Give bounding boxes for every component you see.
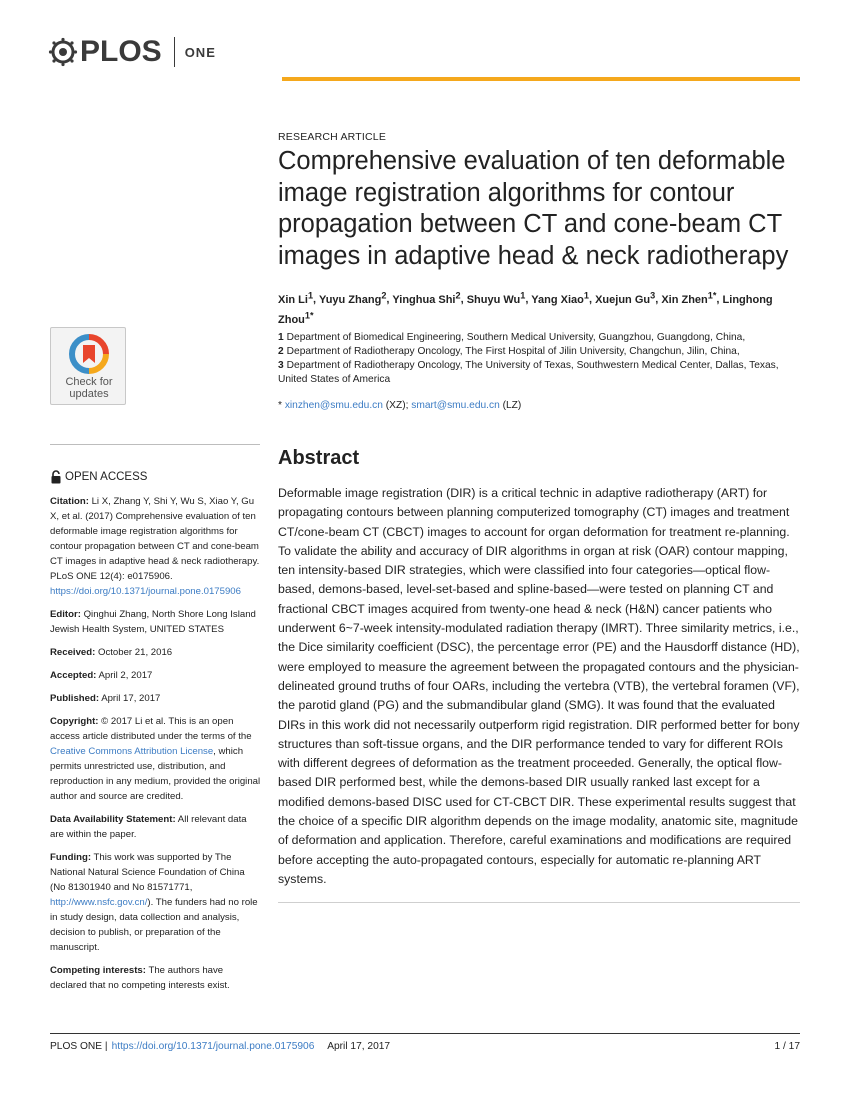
author-list: Xin Li$^1$, Yuyu Zhang$^2$, Yinghua Shi$^2$, Shuyu Wu$^1$, Yang Xiao$^1$, Xuejun Gu$^3$, Xin Zhen$^{1*}$, Linghong Zhou$^{1*}$	[278, 290, 773, 327]
funding-block	[50, 850, 262, 955]
email-note-2: (LZ)	[502, 400, 522, 411]
article-metadata-sidebar	[50, 494, 262, 1001]
crossmark-icon	[69, 334, 109, 374]
data-availability-label: Data Availability Statement:	[50, 814, 176, 825]
funding-text: This work was supported by The National Natural Science Foundation of China (No 81301940 and No 81571771,	[50, 852, 245, 893]
corr-mark: *	[278, 400, 282, 411]
copyright-text-end: , which permits unrestricted use, distribution, and reproduction in any medium, provided the original author and source are credited.	[50, 746, 261, 802]
abstract-heading: Abstract	[278, 447, 360, 469]
author-affiliation-sup: 1*	[304, 310, 314, 321]
published-block	[50, 691, 262, 706]
plos-logo-icon	[48, 37, 78, 67]
received-label: Received:	[50, 647, 96, 658]
journal-sub: ONE	[184, 44, 216, 60]
author-name: Linghong Zhou$^{1*}$	[278, 293, 773, 327]
accepted-block	[50, 668, 262, 683]
author-affiliation-sup: 1	[583, 290, 589, 300]
citation-text: Li X, Zhang Y, Shi Y, Wu S, Xiao Y, Gu X, et al. (2017) Comprehensive evaluation of ten deformable image registration algorithms for contour propagation between CT and cone-beam CT images in adaptive head & neck radiotherapy. PLoS ONE 12(4): e0175906.	[50, 496, 260, 582]
author-affiliation-sup: 1	[307, 290, 314, 300]
sidebar-divider	[50, 444, 260, 445]
accepted-date: April 2, 2017	[98, 670, 153, 681]
author-name: Yinghua Shi$^2$	[392, 290, 461, 306]
author-name: Shuyu Wu$^1$	[466, 290, 526, 306]
editor-text: Qinghui Zhang, North Shore Long Island Jewish Health System, UNITED STATES	[50, 609, 256, 635]
affiliation-item: 1 Department of Biomedical Engineering, Southern Medical University, Guangzhou, Guangdong, China,	[278, 332, 746, 343]
affiliations	[278, 331, 803, 387]
footer-divider	[50, 1033, 800, 1034]
article-title: Comprehensive evaluation of ten deformable image registration algorithms for contour propagation between CT and cone-beam CT images in adaptive head & neck radiotherapy	[278, 147, 789, 270]
competing-interests-block	[50, 963, 262, 993]
footer-date: April 17, 2017	[327, 1041, 391, 1052]
footer-journal: PLOS ONE |	[50, 1041, 108, 1052]
journal-logo[interactable]	[48, 36, 216, 68]
email-link-2[interactable]: smart@smu.edu.cn	[411, 400, 500, 411]
author-name: Yang Xiao$^1$	[531, 290, 589, 306]
abstract-divider	[278, 902, 800, 903]
abstract-text: Deformable image registration (DIR) is a critical technic in adaptive radiotherapy (ART) for propagating contours between planning computerized tomography (CT) images and treatment CT/cone-beam CT (CBCT) images to account for organ deformation for treatment re-planning. To validate the ability and accuracy of DIR algorithms in organ at risk (OAR) contour mapping, ten intensity-based DIR strategies, which were classified into four categories—optical flow-based, demons-based, level-set-based and spline-based—were tested on planning CT and fractional CBCT images acquired from twenty-one head & neck (H&N) cancer patients who underwent 6~7-week intensity-modulated radiation therapy (IMRT). Three similarity metrics, i.e., the Dice similarity coefficient (DSC), the percentage error (PE) and the Hausdorff distance (HD), were employed to measure the agreement between the propagated contours and the physician-delineated ground truths of four OARs, including the vertebra (VTB), the vertebral foramen (VF), the parotid gland (PG) and the submandibular gland (SMG). It was found that the evaluated DIRs in this work did not necessarily outperform rigid registration. DIR performed better for bony structures than soft-tissue organs, and the DIR performance tended to vary for different ROIs with different degrees of deformation as the treatment proceeded. Generally, the optical flow-based DIR performed best, while the demons-based DIR usually ranked last except for a modified demons-based DISC used for CT-CBCT DIR. These experimental results suggest that the choice of a specific DIR algorithm depends on the image modality, anatomic site, magnitude of deformation and application. Therefore, careful examinations and modifications are required before accepting the auto-propagated contours, especially for automatic re-planning ART systems.	[278, 486, 800, 886]
author-affiliation-sup: 1*	[707, 290, 717, 300]
journal-name: PLOS	[80, 35, 162, 68]
affiliation-item: 3 Department of Radiotherapy Oncology, The University of Texas, Southwestern Medical Center, Dallas, Texas, United States of America	[278, 360, 779, 385]
accepted-label: Accepted:	[50, 670, 97, 681]
author-name: Xuejun Gu$^3$	[595, 290, 656, 306]
citation-label: Citation:	[50, 496, 89, 507]
editor-block	[50, 607, 262, 637]
funding-link[interactable]: http://www.nsfc.gov.cn/	[50, 897, 148, 908]
competing-interests-label: Competing interests:	[50, 965, 146, 976]
editor-label: Editor:	[50, 609, 81, 620]
author-affiliation-sup: 3	[650, 290, 656, 300]
check-for-updates-badge[interactable]	[50, 327, 126, 405]
logo-divider	[174, 37, 175, 67]
author-affiliation-sup: 2	[381, 290, 387, 300]
badge-line-1: Check for	[65, 376, 113, 388]
author-name: Xin Zhen$^{1*}$	[661, 290, 717, 306]
funding-text-end: ). The funders had no role in study design, data collection and analysis, decision to publish, or preparation of the manuscript.	[50, 897, 258, 953]
license-link[interactable]: Creative Commons Attribution License	[50, 746, 214, 757]
data-availability-text: All relevant data are within the paper.	[50, 814, 247, 840]
copyright-text: © 2017 Li et al. This is an open access article distributed under the terms of the	[50, 716, 252, 742]
citation-doi-link[interactable]: https://doi.org/10.1371/journal.pone.0175906	[50, 586, 241, 597]
article-type: RESEARCH ARTICLE	[278, 131, 387, 143]
competing-interests-text: The authors have declared that no competing interests exist.	[50, 965, 230, 991]
open-access-label	[50, 470, 147, 484]
page-footer	[50, 1041, 800, 1052]
author-name: Yuyu Zhang$^2$	[318, 290, 387, 306]
header-accent-bar	[282, 77, 800, 81]
open-access-text: OPEN ACCESS	[65, 471, 148, 483]
received-date: October 21, 2016	[98, 647, 173, 658]
affiliation-item: 2 Department of Radiotherapy Oncology, The First Hospital of Jilin University, Changchun, Jilin, China,	[278, 346, 740, 357]
footer-doi-link[interactable]: https://doi.org/10.1371/journal.pone.0175906	[111, 1041, 315, 1052]
page-number: 1 / 17	[774, 1041, 800, 1052]
corresponding-emails	[278, 400, 803, 411]
copyright-label: Copyright:	[50, 716, 99, 727]
author-affiliation-sup: 2	[455, 290, 461, 300]
email-link-1[interactable]: xinzhen@smu.edu.cn	[284, 400, 383, 411]
open-lock-icon	[50, 470, 62, 484]
author-affiliation-sup: 1	[520, 290, 526, 300]
received-block	[50, 645, 262, 660]
author-name: Xin Li$^1$	[278, 290, 314, 306]
badge-line-2: updates	[69, 388, 109, 400]
data-availability-block	[50, 812, 262, 842]
copyright-block	[50, 714, 262, 804]
funding-label: Funding:	[50, 852, 92, 863]
email-note-1: (XZ);	[385, 400, 409, 411]
published-label: Published:	[50, 693, 100, 704]
footer-left	[50, 1041, 394, 1052]
citation-block	[50, 494, 262, 599]
published-date: April 17, 2017	[101, 693, 161, 704]
